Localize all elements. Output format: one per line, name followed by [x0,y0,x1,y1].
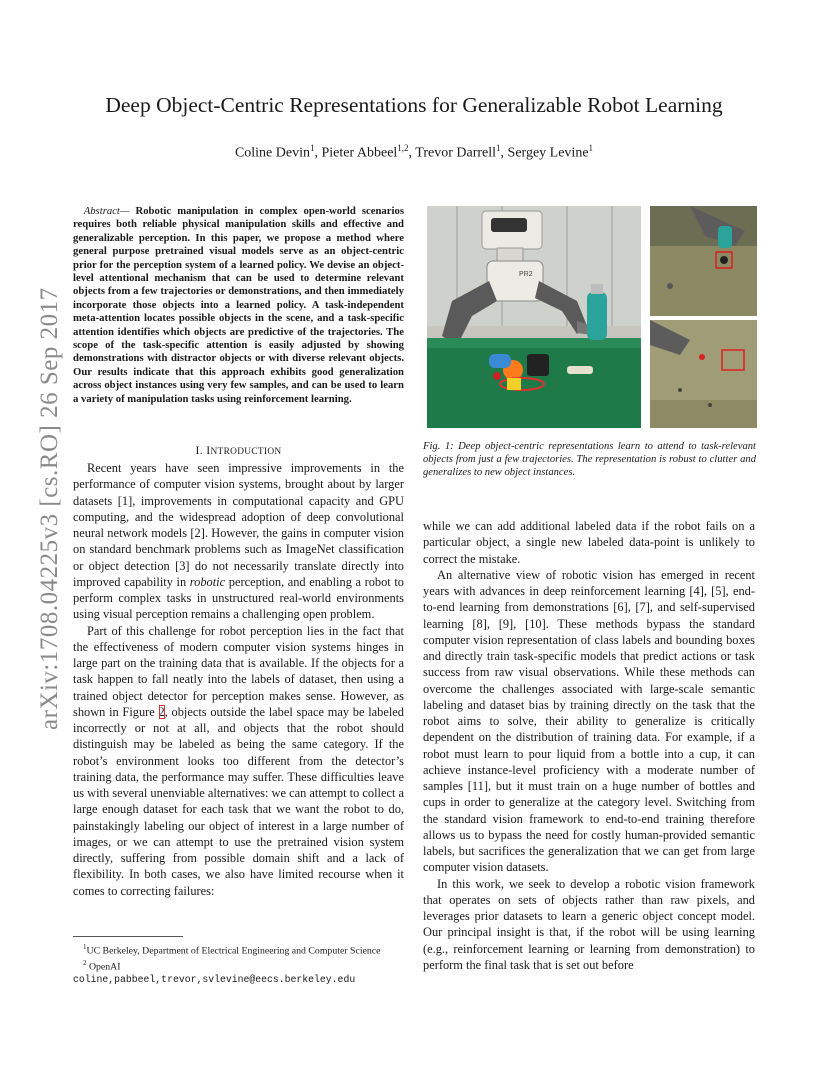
figure-robot-photo [427,206,641,428]
author-name: Sergey Levine [507,145,589,161]
author-emails: coline,pabbeel,trevor,svlevine@eecs.berkeley.edu [73,973,356,985]
robot-label: PR2 [519,271,533,278]
author-affiliation: 1,2 [397,143,409,153]
arxiv-stamp: arXiv:1708.04225v3 [cs.RO] 26 Sep 2017 [36,287,63,730]
intro-paragraph: Recent years have seen impressive improvements in the performance of computer vision systems, brought about by larger datasets [1], improvements in computational capacity and GPU computing, and the widespread adoption of deep convolutional neural network models [2]. However, the gains in computer vision on standard benchmark problems such as ImageNet classification or object detection [3] do not necessarily translate directly into improved capability in robotic perception, and enabling a robot to perform complex tasks in unstructured real-world environments using visual perception remains a challenging open problem. [73,461,404,622]
author-name: Trevor Darrell [415,145,497,161]
section-title-initial: I [206,443,211,457]
footnote-rule [73,936,183,937]
figure-reference-link[interactable]: 2 [158,704,165,719]
body-paragraph: while we can add additional labeled data if the robot fails on a particular object, a single new labeled data-point is unlikely to correct the mistake. [423,519,755,566]
intro-paragraph: Part of this challenge for robot perception lies in the fact that the effectiveness of modern computer vision systems hinges in large part on the training data that is available. If the objects for a task happen to fall neatly into the labels of dataset, then using a trained object detector for perception makes sense. However, as shown in Figure 2, objects outside the label space may be labeled incorrectly or not at all, and objects that the robot should distinguish may be labeled as being the same category. If the robot’s environment looks too different from the detector’s training data, the performance may suffer. These difficulties leave us with several unenviable alternatives: we can attempt to collect a large enough dataset for each task that we want the robot to do, painstakingly labeling our object of interest in a large number of images, or we can attempt to use the pretrained vision system directly, suffering from possible domain shift and a lack of flexibility. In both cases, we also have limited recourse when it comes to correcting failures: [73,623,404,898]
abstract-text: Robotic manipulation in complex open-world scenarios requires both reliable physical manipulation skills and effective and generalizable perception. In this paper, we propose a method where general purpose pretrained visual models serve as an object-centric prior for the perception system of a learned policy. We devise an object-level attentional mechanism that can be used to determine relevant objects from a few trajectories or demonstrations, and then immediately incorporate those objects into a learned policy. A task-independent meta-attention locates possible objects in the scene, and a task-specific attention identifies which objects are predictive of the trajectories. The scope of the task-specific attention is easily adjusted by showing demonstrations with distractor objects or with diverse relevant objects. Our results indicate that this approach exhibits good generalization across object instances using very few samples, and can be used to learn a variety of manipulation tasks using reinforcement learning. [73,205,404,405]
section-title-rest: NTRODUCTION [210,447,282,457]
section-number: I. [195,443,203,457]
footnote-2: $^2$ OpenAI [83,959,121,973]
author-affiliation: 1 [588,143,594,153]
author-list: Coline Devin$^1$, Pieter Abbeel$^{1,2}$, Trevor Darrell$^1$, Sergey Levine$^1$ [234,143,594,161]
author-name: Pieter Abbeel [321,145,398,161]
author-affiliation: 1 [309,143,315,153]
author-affiliation: 1 [496,143,501,153]
body-paragraph: An alternative view of robotic vision has emerged in recent years with advances in deep reinforcement learning [4], [5], end-to-end learning from demonstrations [6], [7], and self-supervised learning [8], [9], [10]. These methods bypass the standard computer vision representation of class labels and bounding boxes and directly train task-specific models that predict actions or task success from raw visual observations. While these methods can overcome the challenges associated with large-scale semantic labeling and dataset bias by training directly on the task that the robot aims to solve, their ability to generalize is critically dependent on the distribution of training data. For example, if a robot must learn to pour liquid from a bottle into a cup, it can achieve instance-level proficiency with a moderate number of samples [11], but it must train on a huge number of bottles and cups in order to generalize at the category level. Switching from the standard vision framework to end-to-end training therefore allows us to bypass the need for costly human-provided semantic labels, but sacrifices the generalization that we can get from large computer vision datasets. [423,567,755,875]
abstract-label: Abstract [83,205,120,217]
footnote-1: $^1$UC Berkeley, Department of Electrical Engineering and Computer Science [83,943,381,957]
paper-title: Deep Object-Centric Representations for Generalizable Robot Learning [105,93,723,117]
section-heading-introduction [73,443,404,458]
figure-attention-crop-top [650,206,757,316]
emphasis-robotic: robotic [189,574,226,589]
figure-attention-crop-bottom [650,320,757,428]
body-paragraph: In this work, we seek to develop a robotic vision framework that operates on sets of objects rather than raw pixels, and leverages prior datasets to learn a generic object concept model. Our principal insight is that, if the robot will be using learning (e.g., reinforcement learning or learning from demonstration) to perform the final task that is set out before [423,876,755,972]
left-column-body [73,460,404,899]
footnotes [73,941,404,986]
figure-caption: Fig. 1: Deep object-centric representations learn to attend to task-relevant objects from just a few trajectories. The representation is robust to clutter and generalizes to new object instances. [423,441,756,478]
author-name: Coline Devin [234,145,310,161]
abstract: Abstract— Robotic manipulation in complex open-world scenarios requires both reliable physical manipulation skills and effective and generalizable perception. In this paper, we propose a method where general purpose pretrained visual models serve as an object-centric prior for the perception system of a learned policy. We devise an object-level attentional mechanism that can be used to determine relevant objects from a few trajectories or demonstrations, and then immediately incorporate those objects into a learned policy. A task-independent meta-attention locates possible objects in the scene, and a task-specific attention identifies which objects are predictive of the trajectories. The scope of the task-specific attention is easily adjusted by showing demonstrations with distractor objects or with diverse relevant objects. Our results indicate that this approach exhibits good generalization across object instances using very few samples, and can be used to learn a variety of manipulation tasks using reinforcement learning. [73,205,404,405]
right-column-body [423,518,755,973]
